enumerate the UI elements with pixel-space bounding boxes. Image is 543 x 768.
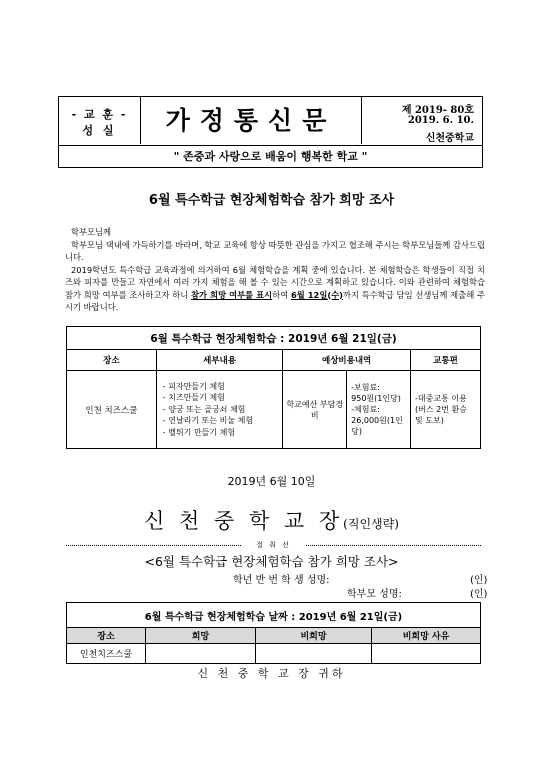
cost-item: 26,000원(1인당) [351,416,403,436]
newsletter-title: 가정통신문 [141,97,362,144]
school-slogan: " 존중과 사랑으로 배움이 행복한 학교 " [58,146,483,168]
issue-info [362,97,482,144]
header-details: 세부내용 [156,350,283,371]
field-trip-info-table [66,326,481,449]
cost-cell [283,371,411,449]
paragraph-1: 학부모님 댁내에 가득하기를 바라며, 학교 교육에 항상 따뜻한 관심을 가지고 협조해 주시는 학부모님들께 감사드립니다. [65,239,485,262]
detail-item: - 연날리기 또는 비눌 체험 [162,416,254,426]
reply-no-cell[interactable] [256,644,372,664]
student-name-line: 학년 반 번 학 생 성명: [233,575,330,586]
reply-row [67,644,481,664]
table-row [67,371,481,449]
detail-item: - 양궁 또는 골궁쇠 체험 [162,404,246,414]
newsletter-header [58,96,483,146]
reply-header-place: 장소 [67,628,146,644]
detail-item: - 피자만들기 체험 [162,381,225,391]
reply-header-row [67,628,481,644]
reply-header-no: 비희망 [256,628,372,644]
paragraph-2-emphasis-2: 6월 12일(수) [290,289,343,300]
cost-item: -체험료: [351,405,380,414]
issue-date-line: 2019년 6월 10일 [227,475,316,488]
reply-table-caption: 6월 특수학급 현장체험학습 날짜 : 2019년 6월 21일(금) [67,603,481,628]
issue-date: 2019. 6. 10. [407,115,474,126]
cost-subtable [283,371,410,448]
reply-form-title: <6월 특수학급 현장체험학습 참가 희망 조사> [144,554,399,569]
cost-item: 950원(1인당) [351,394,401,403]
reply-header-yes: 희망 [146,628,256,644]
paragraph-2 [65,264,485,314]
cost-source: 학교예산 부담경비 [283,371,346,448]
reply-reason-cell[interactable] [372,644,481,664]
detail-item: - 벨튀기 만들기 체험 [162,427,236,437]
detail-item: - 치즈만들기 체험 [162,393,225,403]
principal-name: 신 천 중 학 교 장 [144,509,344,533]
document-subtitle: 6월 특수학급 현장체험학습 참가 희망 조사 [148,193,395,208]
seal-note: (직인생략) [343,517,399,531]
greeting: 학부모님께 [71,227,112,237]
parent-seal-mark: (인) [470,589,488,600]
issue-number: 제 2019- 80호 [401,105,474,116]
place-cell: 인천 치즈스쿨 [67,371,157,449]
cut-line-right [306,545,481,546]
cut-line [66,540,481,552]
motto-value: 성 실 [82,124,117,137]
reply-yes-cell[interactable] [146,644,256,664]
transport-cell: -대중교통 이용 (버스 2번 환승 및 도보) [411,371,481,449]
student-seal-mark: (인) [470,575,488,586]
parent-name-line: 학부모 성명: [347,589,402,600]
header-transport: 교통편 [411,350,481,371]
cut-line-label: 절 취 선 [256,541,291,549]
reply-place-cell: 인천치즈스쿨 [67,644,146,664]
letter-body [65,226,485,314]
school-name: 신천중학교 [425,133,474,144]
paragraph-2-text-a: 2019학년도 특수학급 교육과정에 의거하여 6월 체험학습을 계획 중에 있습니다. 본 체험학습은 학생들이 직접 치즈와 피자를 만들고 자연에서 여러 가지 체험을 해 볼 수 있는 시간으로 계획하고 있습니다. 이와 관련하여 체험학습 참가 희망 여부를 조사하고자 하니 [65,264,485,300]
cost-items [347,371,410,448]
reply-header-reason: 비희망 사유 [372,628,481,644]
table-caption: 6월 특수학급 현장체험학습 : 2019년 6월 21일(금) [67,327,481,350]
closing-addressee: 신 천 중 학 교 장 귀하 [197,667,346,680]
details-cell [156,371,283,449]
cost-item: -보험료: [351,383,380,392]
principal-signature [0,505,543,535]
paragraph-2-text-b: 하여 [272,289,291,300]
motto-label: - 교 훈 - [71,108,128,121]
header-place: 장소 [67,350,157,371]
school-motto [59,97,141,144]
paragraph-2-text-c: 까지 특수학급 담임 선생님께 제출해 주시기 바랍니다. [65,289,485,312]
paragraph-2-emphasis-1: 참가 희망 여부를 표시 [191,289,273,300]
reply-table [66,602,481,664]
table-header-row [67,350,481,371]
header-cost: 예상비용내역 [283,350,411,371]
